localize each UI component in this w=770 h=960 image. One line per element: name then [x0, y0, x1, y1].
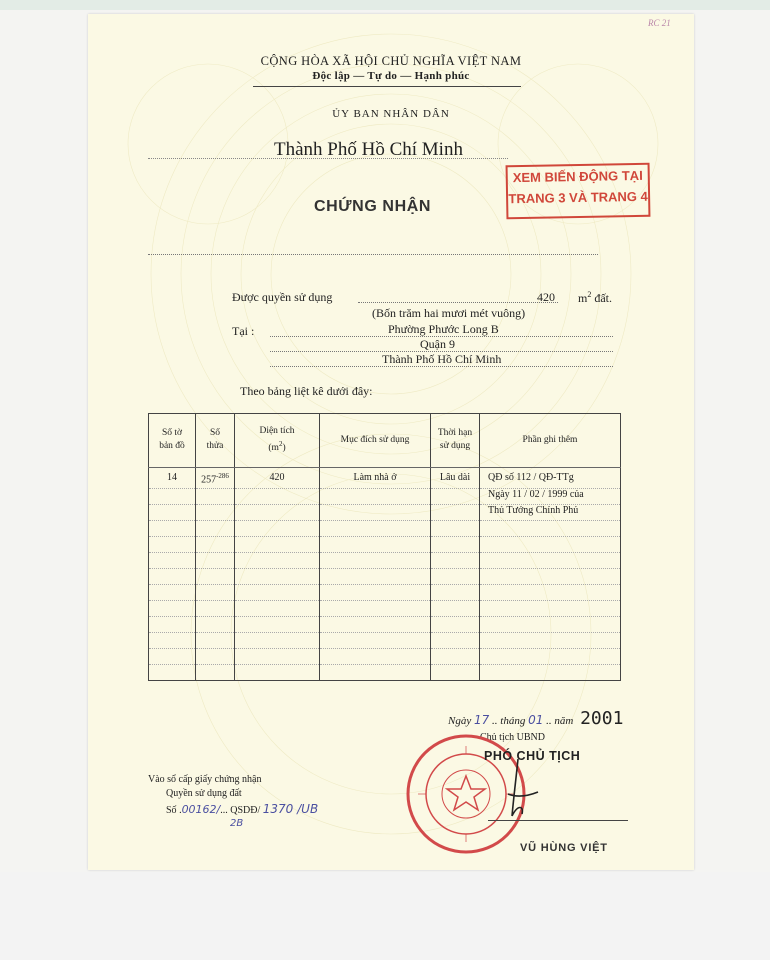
header-notes: Phần ghi thêm	[480, 414, 621, 468]
grant-area-words: (Bốn trăm hai mươi mét vuông)	[372, 306, 526, 320]
table-row	[149, 600, 621, 616]
table-row	[149, 520, 621, 536]
table-row	[149, 648, 621, 664]
table-row	[149, 632, 621, 648]
location-label: Tại :	[232, 324, 255, 338]
table-header-row	[149, 414, 621, 468]
cell-note-1: QĐ số 112 / QĐ-TTg	[480, 467, 621, 488]
land-table	[148, 413, 621, 681]
cell-map-sheet: 14	[149, 467, 196, 488]
table-row	[149, 467, 621, 488]
page-bottom-area	[0, 872, 770, 960]
district: Quận 9	[420, 337, 455, 351]
grant-dotline	[358, 302, 558, 303]
stamp-line-1: XEM BIẾN ĐỘNG TẠI	[512, 167, 643, 186]
certificate-title: CHỨNG NHẬN	[314, 198, 432, 215]
header-parcel: Số thửa	[196, 414, 235, 468]
top-border	[0, 0, 770, 10]
header-purpose: Mục đích sử dụng	[320, 414, 431, 468]
cell-area: 420	[235, 467, 320, 488]
issuing-city: Thành Phố Hồ Chí Minh	[274, 139, 463, 160]
table-row	[149, 568, 621, 584]
table-row	[149, 616, 621, 632]
list-intro: Theo bảng liệt kê dưới đây:	[240, 384, 373, 398]
motto: Độc lập — Tự do — Hạnh phúc	[312, 70, 470, 82]
cell-term: Lâu dài	[431, 467, 480, 488]
header-map-sheet: Số tờ bản đồ	[149, 414, 196, 468]
vice-chair-title: PHÓ CHỦ TỊCH	[484, 749, 581, 763]
header-term: Thời hạn sử dụng	[431, 414, 480, 468]
stamp-line-2: TRANG 3 VÀ TRANG 4	[508, 188, 648, 207]
signature-line	[488, 820, 628, 821]
certificate-page	[88, 14, 694, 870]
cell-purpose: Làm nhà ở	[320, 467, 431, 488]
issue-date: Ngày 17 .. tháng 01 .. năm 2001	[448, 708, 624, 729]
committee-heading: ỦY BAN NHÂN DÂN	[332, 108, 450, 120]
grant-area: 420	[537, 290, 555, 304]
table-row	[149, 552, 621, 568]
republic-heading: CỘNG HÒA XÃ HỘI CHỦ NGHĨA VIỆT NAM	[260, 54, 522, 68]
title-dotline	[148, 254, 598, 255]
registry-line-2: Quyền sử dụng đất	[166, 788, 242, 799]
cell-note-2: Ngày 11 / 02 / 1999 của	[480, 488, 621, 504]
table-row	[149, 664, 621, 680]
table-row	[149, 536, 621, 552]
table-row	[149, 504, 621, 520]
handwritten-signature	[488, 754, 548, 824]
chair-label: Chủ tịch UBND	[480, 732, 545, 743]
registry-number: Số .00162/... QSDĐ/ 1370 /UB	[166, 802, 319, 816]
header-area: Diện tích $(m^2)$	[235, 414, 320, 468]
table-row	[149, 488, 621, 504]
registry-line-1: Vào sổ cấp giấy chứng nhận	[148, 774, 262, 785]
grant-unit: $m^2$ đất.	[578, 290, 613, 305]
heading-underline	[253, 86, 521, 87]
corner-note: RC 21	[648, 18, 671, 28]
ward: Phường Phước Long B	[388, 322, 499, 336]
red-stamp	[506, 163, 651, 220]
registry-handwritten-sub: 2B	[230, 818, 244, 829]
table-row	[149, 584, 621, 600]
signer-name: VŨ HÙNG VIỆT	[520, 842, 608, 854]
cell-parcel: $257^{-286}$	[196, 467, 235, 488]
location-city: Thành Phố Hồ Chí Minh	[382, 352, 502, 366]
cell-note-3: Thủ Tướng Chính Phủ	[480, 504, 621, 520]
grant-label: Được quyền sử dụng	[232, 290, 333, 304]
